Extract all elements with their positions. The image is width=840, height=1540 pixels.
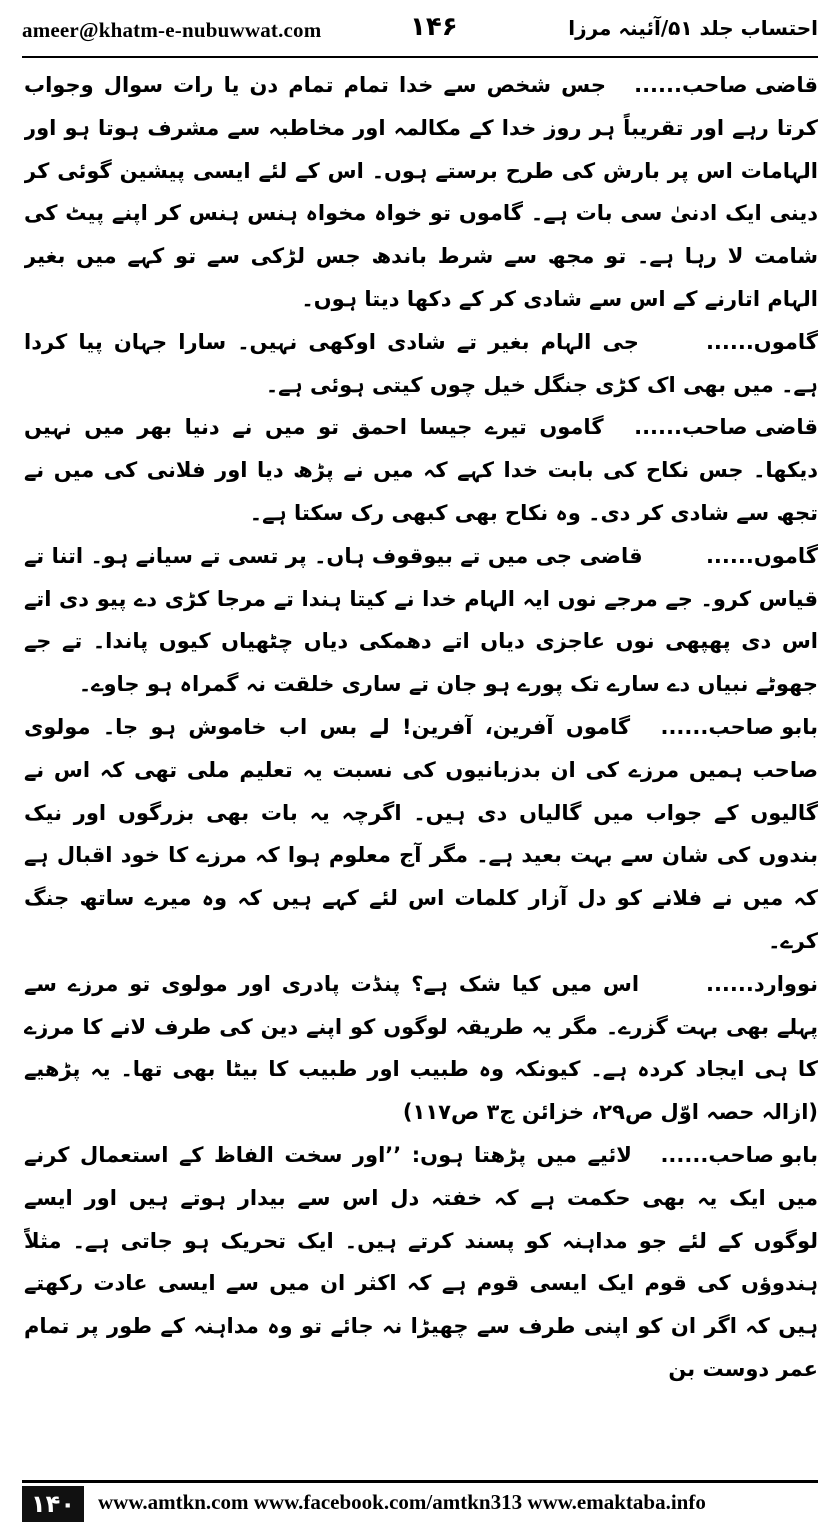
paragraph-5: [24, 706, 818, 963]
paragraph-7: [24, 1134, 818, 1391]
speaker-label: قاضی صاحب......: [634, 415, 818, 440]
paragraph-4: [24, 535, 818, 706]
paragraph-text: لائیے میں پڑھتا ہوں: ’’اور سخت الفاظ کے استعمال کرنے میں ایک یہ بھی حکمت ہے کہ خفتہ دل اس سے بیدار ہوتے ہیں اور ایسے لوگوں کے لئے جو مداہنہ کو پسند کرتے ہیں۔ ایک تحریک ہو جاتی ہے۔ مثلاً ہندوؤں کی قوم ایک ایسی قوم ہے کہ اکثر ان میں سے ایسی عادت رکھتے ہیں کہ اگر ان کو اپنی طرف سے چھیڑا نہ جائے تو وہ مداہنہ کے طور پر تمام عمر دوست بن: [24, 1142, 818, 1381]
header-book-title: احتساب جلد ۵۱/آئینہ مرزا: [568, 16, 818, 40]
paragraph-1: [24, 64, 818, 321]
footer-page-number: ۱۴۰: [22, 1486, 84, 1522]
header-divider: [22, 56, 818, 58]
paragraph-2: [24, 321, 818, 407]
paragraph-3: [24, 406, 818, 534]
paragraph-text: قاضی جی میں تے بیوقوف ہاں۔ پر تسی تے سیانے ہو۔ اتنا تے قیاس کرو۔ جے مرجے نوں ایہ الہام خدا نے کیتا ہندا تے مرجا کڑی دے پیو دی اتے اس دی پھپھی نوں عاجزی دیاں اتے دھمکی دیاں چٹھیاں کیوں پاندا۔ تے جے جھوٹے نبیاں دے سارے تک پورے ہو جان تے ساری خلقت نہ گمراہ ہو جاوے۔: [24, 543, 818, 697]
speaker-label: بابو صاحب......: [660, 1142, 818, 1167]
footer-links: www.amtkn.com www.facebook.com/amtkn313 www.emaktaba.info: [98, 1490, 706, 1514]
paragraph-text: اس میں کیا شک ہے؟ پنڈت پادری اور مولوی تو مرزے سے پہلے بھی بہت گزرے۔ مگر یہ طریقہ لوگوں کو اپنے دین کی طرف لانے کا مرزے کا ہی ایجاد کردہ ہے۔ کیونکہ وہ طبیب اور طبیب کا بیٹا بھی تھا۔ یہ پڑھیے: [24, 971, 818, 1082]
speaker-label: گاموں......: [705, 329, 818, 354]
paragraph-6: [24, 963, 818, 1134]
speaker-label: نووارد......: [705, 971, 818, 996]
speaker-label: بابو صاحب......: [660, 714, 818, 739]
reference-citation: (ازالہ حصہ اوّل ص۲۹، خزائن ج۳ ص۱۱۷): [402, 1100, 818, 1125]
footer-divider: [22, 1480, 818, 1483]
paragraph-text: جس شخص سے خدا تمام تمام دن یا رات سوال وجواب کرتا رہے اور تقریباً ہر روز خدا کے مکالمہ اور مخاطبہ سے مشرف ہوتا ہو اور الہامات اس پر بارش کی طرح برستے ہوں۔ اس کے لئے ایسی پیشین گوئی کر دینی ایک ادنیٰ سی بات ہے۔ گاموں تو خواہ مخواہ ہنس ہنس کر اپنے پیٹ کی شامت لا رہا ہے۔ تو مجھ سے شرط باندھ جس لڑکی سے تو کہے میں بغیر الہام اتارنے کے اس سے شادی کر کے دکھا دیتا ہوں۔: [24, 73, 818, 311]
page-header: [22, 10, 818, 50]
page-footer: [22, 1472, 818, 1524]
header-page-number: ۱۴۶: [410, 12, 458, 42]
page-body: [24, 64, 818, 1459]
paragraph-text: گاموں تیرے جیسا احمق تو میں نے دنیا بھر میں نہیں دیکھا۔ جس نکاح کی بابت خدا کہے کہ میں نے پڑھ دیا اور فلانی کی میں نے تجھ سے شادی کر دی۔ وہ نکاح بھی کبھی رک سکتا ہے۔: [24, 415, 818, 525]
speaker-label: گاموں......: [705, 543, 818, 568]
speaker-label: قاضی صاحب......: [634, 73, 818, 97]
header-email: ameer@khatm-e-nubuwwat.com: [22, 18, 322, 42]
paragraph-text: گاموں آفرین، آفرین! لے بس اب خاموش ہو جا۔ مولوی صاحب ہمیں مرزے کی ان بدزبانیوں کی نسبت یہ تعلیم ملی تھی کہ اس نے گالیوں کے جواب میں گالیاں دی ہیں۔ اگرچہ یہ بات بھی بزرگوں اور نیک بندوں کی شان سے بہت بعید ہے۔ مگر آج معلوم ہوا کہ مرزے کا خود اقبال ہے کہ میں نے فلانے کو دل آزار کلمات اس لئے کہے ہیں کہ وہ میرے ساتھ جنگ کرے۔: [24, 714, 818, 953]
paragraph-text: جی الہام بغیر تے شادی اوکھی نہیں۔ سارا جہان پیا کردا ہے۔ میں بھی اک کڑی جنگل خیل چوں کیتی ہوئی ہے۔: [24, 329, 818, 397]
